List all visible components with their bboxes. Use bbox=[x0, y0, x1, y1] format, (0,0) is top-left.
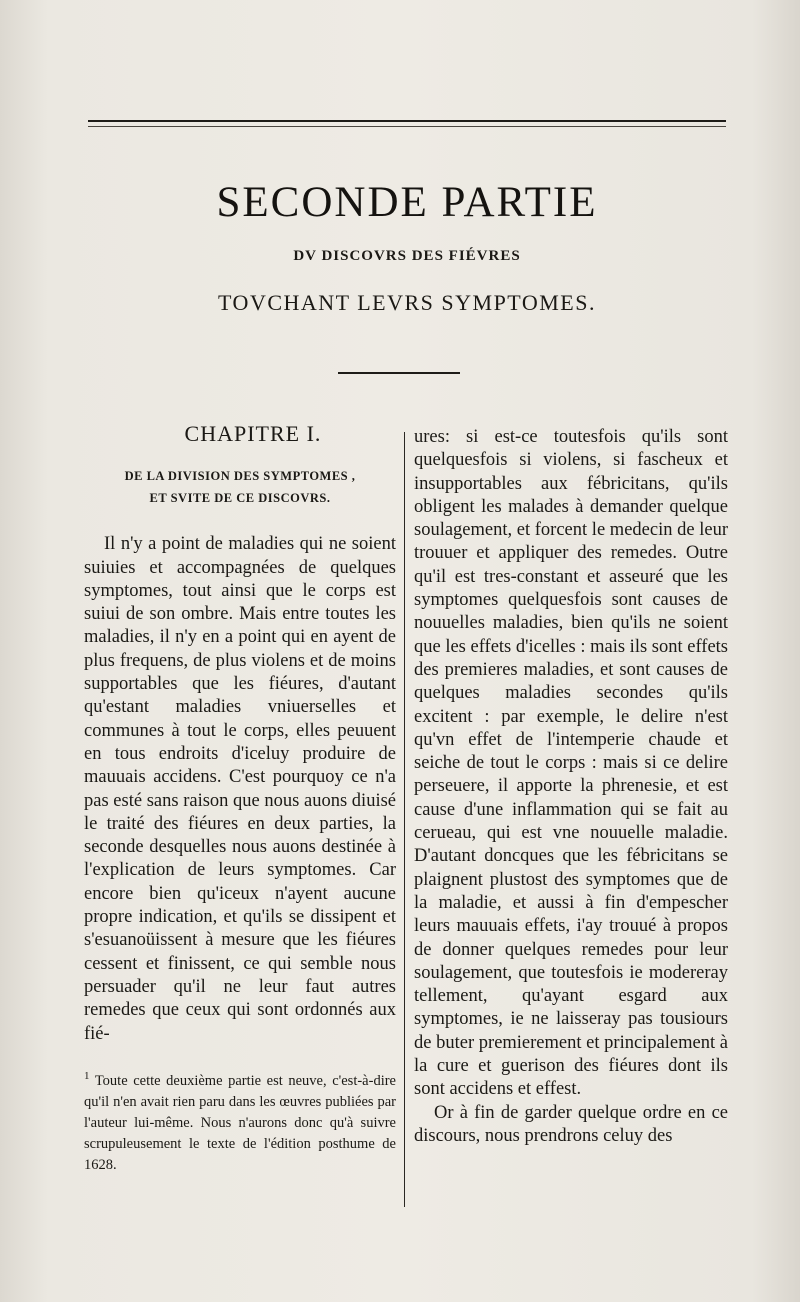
footnote bbox=[84, 1066, 396, 1176]
part-subtitle: DV DISCOVRS DES FIÉVRES bbox=[293, 248, 521, 264]
body-text-left bbox=[84, 533, 396, 1046]
header-rule bbox=[88, 120, 726, 122]
chapter-subheading-line1: DE LA DIVISION DES SYMPTOMES , bbox=[124, 469, 356, 484]
left-column bbox=[84, 420, 396, 1176]
chapter-heading: CHAPITRE I. bbox=[184, 421, 322, 446]
footnote-text: Toute cette deuxième partie est neuve, c'est-à-dire qu'il n'en avait rien paru dans les œuvres publiées par l'auteur lui-même. Nous n'aurons donc qu'à suivre scrupuleusement le texte de l'édition posthume de 1628. bbox=[84, 1072, 396, 1173]
chapter-subheading-line2: ET SVITE DE CE DISCOVRS. bbox=[149, 491, 331, 506]
right-column bbox=[414, 426, 728, 1148]
section-divider bbox=[338, 372, 460, 374]
paragraph: Il n'y a point de maladies qui ne soient suiuies et accompagnées de quelques symptomes, tout ainsi que le corps est suiui de son ombre. Mais entre toutes les maladies, il n'y en a point qui en ayent de plus frequens, de plus violens et de moins supportables que les fiéures, d'autant qu'estant maladies vniuerselles et communes à tout le corps, elles peuuent en tous endroits d'iceluy produire de mauuais accidens. C'est pourquoy ce n'a pas esté sans raison que nous auons diuisé le traité des fiéures en deux parties, la seconde desquelles nous auons destinée à l'explication de leurs symptomes. Car encore bien qu'iceux n'ayent aucune propre indication, et qu'ils se dissipent et s'esuanoüissent à mesure que les fiéures cessent et finissent, ce qui semble nous persuader qu'il ne leur faut autres remedes que ceux qui sont ordonnés aux fié- bbox=[84, 534, 396, 1044]
part-subtitle-2: TOVCHANT LEVRS SYMPTOMES. bbox=[218, 290, 596, 315]
header-rule-thin bbox=[88, 126, 726, 127]
footnote-marker: 1 bbox=[84, 1069, 90, 1082]
paragraph: Or à fin de garder quelque ordre en ce discours, nous prendrons celuy des bbox=[414, 1102, 728, 1146]
part-title: SECONDE PARTIE bbox=[216, 179, 598, 226]
chapter-subheading bbox=[84, 465, 396, 509]
column-divider bbox=[404, 432, 405, 1207]
paragraph: ures: si est-ce toutesfois qu'ils sont quelquesfois si violens, si fascheux et insupportables aux fébricitans, qu'ils obligent les malades à demander quelque soulagement, et forcent le medecin de leur trouuer et appliquer des remedes. Outre qu'il est tres-constant et asseuré que les symptomes quelquesfois sont causes de nouuelles maladies, bien qu'ils ne soient que les effets d'icelles : mais ils sont effets des premieres maladies, et sont causes de quelques maladies secondes qu'ils excitent : par exemple, le delire n'est qu'vn effet de l'intemperie chaude et seiche de tout le corps : mais si ce delire perseuere, il apporte la phrenesie, et est cause d'une inflammation qui se fait au cerueau, qui est vne nouuelle maladie. D'autant doncques que les fébricitans se plaignent plustost des symptomes que de la maladie, et aussi à fin d'empescher leurs mauuais effets, i'ay trouué à propos de donner quelques remedes pour leur soulagement, que toutesfois ie modereray tellement, qu'ayant esgard aux symptomes, ie ne laisseray pas tousiours de buter premierement et principalement à la cure et guerison des fiéures dont ils sont accidens et effest. bbox=[414, 427, 728, 1100]
